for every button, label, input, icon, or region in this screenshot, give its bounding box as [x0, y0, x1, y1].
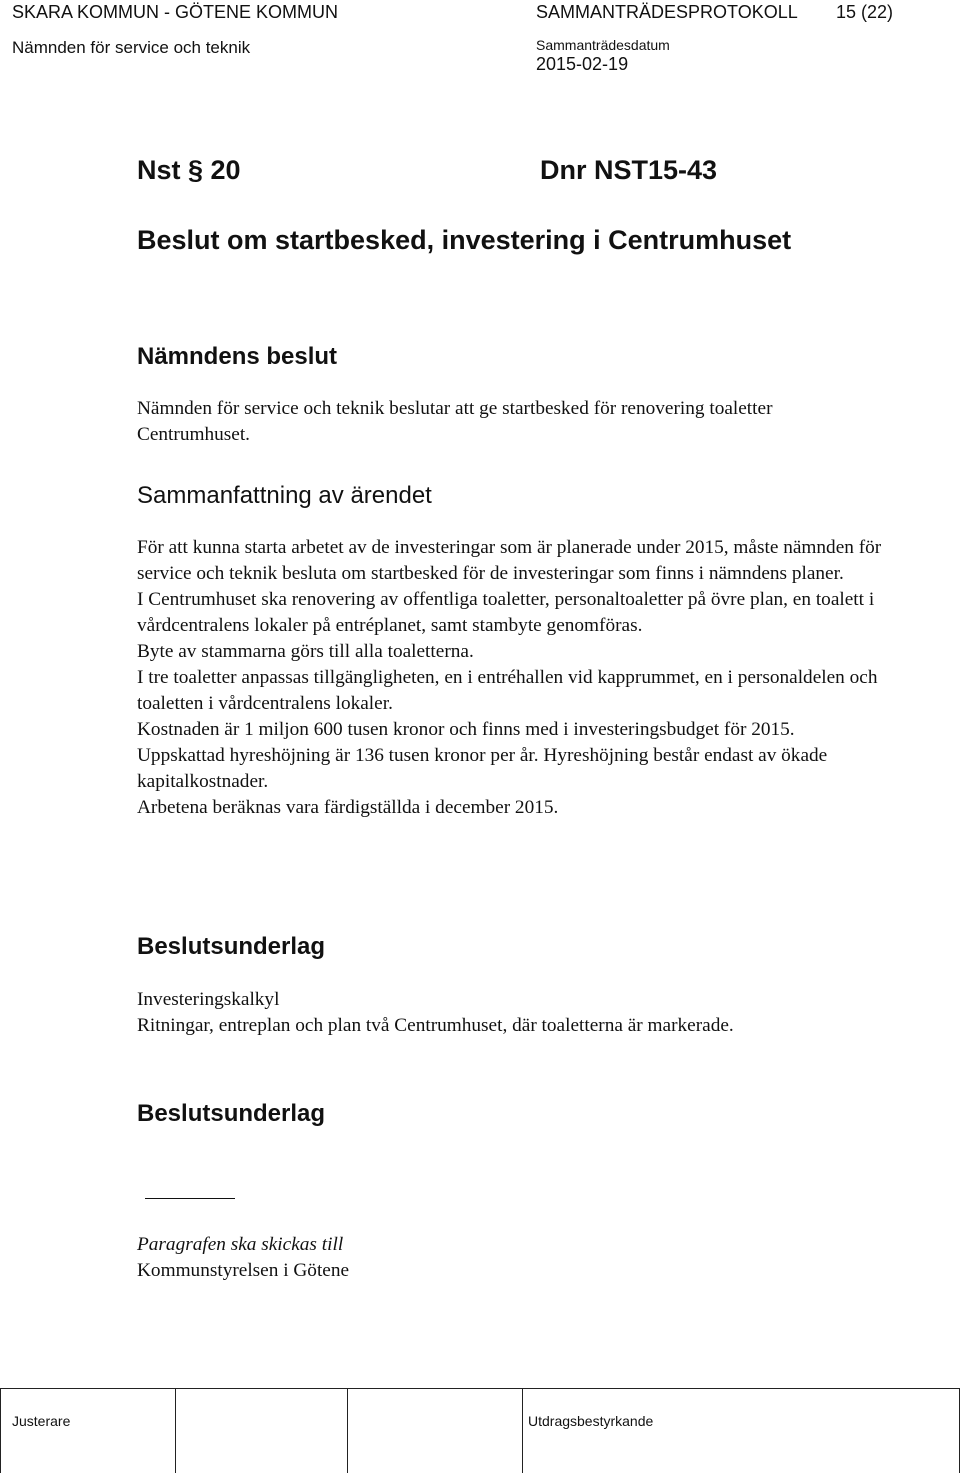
- basis-item: Investeringskalkyl: [137, 989, 280, 1010]
- footer-divider: [175, 1389, 176, 1473]
- organization-name: SKARA KOMMUN - GÖTENE KOMMUN: [12, 2, 339, 22]
- summary-paragraph: Kostnaden är 1 miljon 600 tusen kronor och finns med i investeringsbudget för 2015.: [137, 719, 795, 740]
- summary-paragraph: I tre toaletter anpassas tillgängligheten, en i entréhallen vid kapprummet, en i personaldelen och toaletten i vårdcentralens lokaler.: [137, 667, 878, 714]
- basis-heading: Beslutsunderlag: [137, 933, 326, 960]
- meeting-date: 2015-02-19: [536, 54, 629, 74]
- distribution: [137, 1232, 937, 1284]
- summary-body: [137, 535, 897, 821]
- justerare-label: Justerare: [12, 1413, 71, 1429]
- footer-border: [0, 1389, 1, 1473]
- document-type: SAMMANTRÄDESPROTOKOLL: [536, 2, 798, 22]
- summary-heading: Sammanfattning av ärendet: [137, 482, 432, 509]
- summary-paragraph: För att kunna starta arbetet av de investeringar som är planerade under 2015, måste nämnden för service och teknik besluta om startbesked för de investeringar som finns i nämndens planer.: [137, 537, 882, 584]
- distribution-label: Paragrafen ska skickas till: [137, 1234, 344, 1255]
- footer-divider: [522, 1389, 523, 1473]
- meeting-date-label: Sammanträdesdatum: [536, 37, 670, 53]
- basis-item: Ritningar, entreplan och plan två Centrumhuset, där toaletterna är markerade.: [137, 1015, 734, 1036]
- footer-signature-table: [0, 1388, 960, 1473]
- summary-paragraph: I Centrumhuset ska renovering av offentliga toaletter, personaltoaletter på övre plan, en toalett i vårdcentralens lokaler på entréplanet, samt stambyte genomföras.: [137, 589, 875, 636]
- distribution-recipient: Kommunstyrelsen i Götene: [137, 1260, 350, 1281]
- page-number: 15 (22): [836, 2, 894, 22]
- footer-divider: [347, 1389, 348, 1473]
- basis-heading-2: Beslutsunderlag: [137, 1100, 326, 1127]
- signature-line: [145, 1198, 235, 1199]
- case-title: Beslut om startbesked, investering i Centrumhuset: [137, 225, 792, 255]
- summary-paragraph: Byte av stammarna görs till alla toaletterna.: [137, 641, 474, 662]
- decision-heading: Nämndens beslut: [137, 343, 338, 370]
- decision-text: Nämnden för service och teknik beslutar att ge startbesked för renovering toaletter Centrumhuset.: [137, 398, 773, 445]
- summary-paragraph: Arbetena beräknas vara färdigställda i december 2015.: [137, 797, 559, 818]
- committee-name: Nämnden för service och teknik: [12, 38, 251, 57]
- summary-paragraph: Uppskattad hyreshöjning är 136 tusen kronor per år. Hyreshöjning består endast av ökade kapitalkostnader.: [137, 745, 828, 792]
- utdragsbestyrkande-label: Utdragsbestyrkande: [528, 1413, 654, 1429]
- case-number: Dnr NST15-43: [540, 155, 718, 185]
- basis-list: [137, 987, 937, 1039]
- paragraph-number: Nst § 20: [137, 155, 241, 185]
